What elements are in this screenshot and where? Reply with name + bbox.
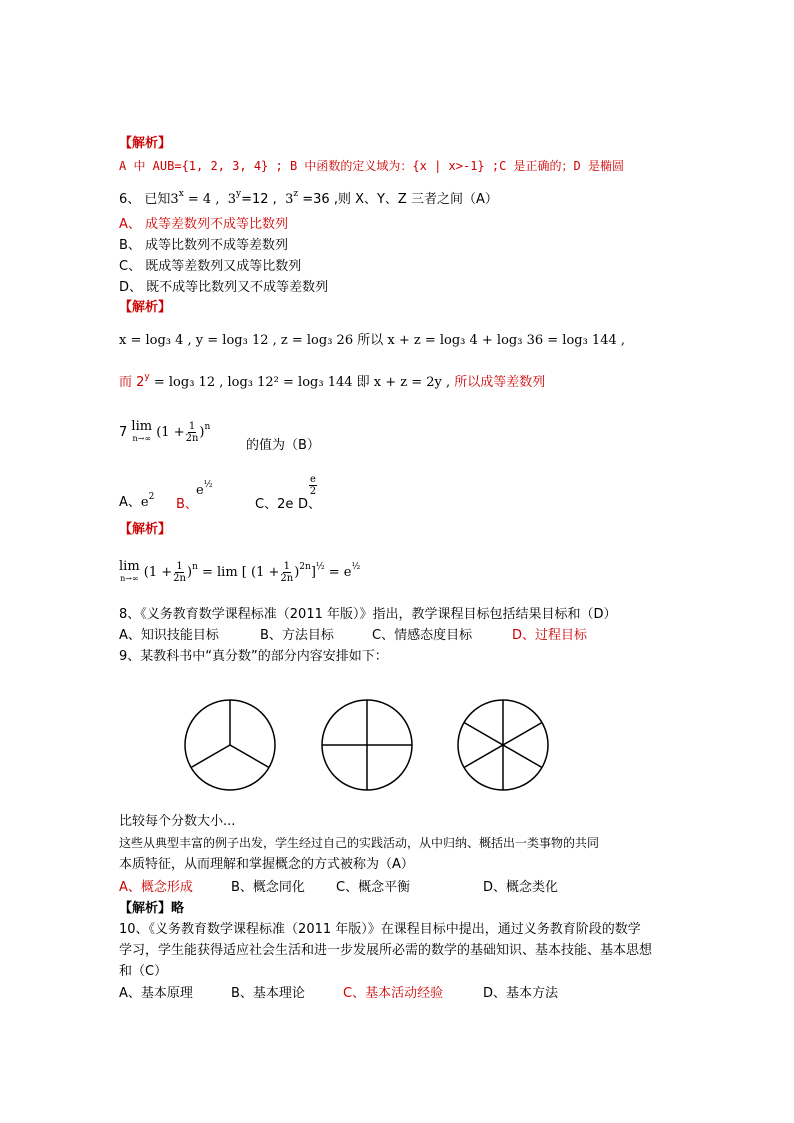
q7-option-b-value: $e^{\frac{1}{2}}$ (196, 480, 213, 498)
q10-option-b: B、基本理论 (231, 986, 305, 1001)
q8-option-b: B、方法目标 (260, 628, 334, 643)
q6-option-c: C、 既成等差数列又成等比数列 (119, 259, 302, 274)
q8-option-a: A、知识技能目标 (119, 628, 219, 643)
q9-paragraph-2: 本质特征，从而理解和掌握概念的方式被称为（A） (119, 857, 414, 872)
q10-option-d: D、基本方法 (483, 986, 559, 1001)
q8-option-d: D、过程目标 (512, 628, 588, 643)
q10-option-c: C、基本活动经验 (343, 986, 444, 1001)
question-9: 9、某教科书中“真分数”的部分内容安排如下： (119, 649, 388, 664)
q10-option-a: A、基本原理 (119, 986, 193, 1001)
question-7-expression: 7 lim n→∞ (1 + $\frac{1}{2n}$ )$^n$ (119, 418, 211, 444)
q7-solution: lim n→∞ (1 + $\frac{1}{2n}$ )$^n$ = lim [ (1 + $\frac{1}{2n}$ )$^{2n}]^{\frac{1}{2}} = e^{\frac{1}{2}}$ (119, 558, 361, 584)
q7-option-b: B、 (176, 497, 198, 512)
q9-option-d: D、概念类化 (483, 880, 559, 895)
q9-paragraph-1: 这些从典型丰富的例子出发，学生经过自己的实践活动，从中归纳、概括出一类事物的共同 (119, 836, 600, 850)
circle-sixths (453, 695, 553, 795)
question-6: 6、 已知$3^x = 4$ , $3^y=12$ , 3$^z$ =36 ,则 X、Y、Z 三者之间（A） (119, 189, 498, 207)
q7-option-c: C、2e (255, 497, 294, 512)
question-10-line-2: 学习，学生能获得适应社会生活和进一步发展所必需的数学的基础知识、基本技能、基本思想 (119, 943, 653, 958)
q7-options: A、$e^2$ (119, 492, 155, 510)
question-10-line-1: 10、《义务教育数学课程标准（2011 年版）》在课程目标中提出，通过义务教育阶段的数学 (119, 922, 641, 937)
q6-solution-heading: 【解析】 (119, 300, 172, 315)
q6-option-b: B、 成等比数列不成等差数列 (119, 238, 289, 253)
q6-option-a: A、 成等差数列不成等比数列 (119, 217, 289, 232)
question-10-line-3: 和（C） (119, 964, 168, 979)
circle-quarters (317, 695, 417, 795)
q9-option-c: C、概念平衡 (336, 880, 411, 895)
question-7-tail: 的值为（B） (246, 438, 320, 453)
q9-option-a: A、概念形成 (119, 880, 193, 895)
circle-thirds (180, 695, 280, 795)
solution-text: A 中 AUB={1, 2, 3, 4} ; B 中函数的定义域为：{x | x>-1} ;C 是正确的；D 是椭圆 (119, 159, 624, 173)
q8-option-c: C、情感态度目标 (372, 628, 473, 643)
solution-heading: 【解析】 (119, 136, 172, 151)
q6-solution-line1: x = log₃ 4 , y = log₃ 12 , z = log₃ 26 所以 x + z = log₃ 4 + log₃ 36 = log₃ 144 , (119, 333, 626, 348)
q9-compare: 比较每个分数大小... (119, 814, 236, 829)
q6-option-d: D、 既不成等比数列又不成等差数列 (119, 280, 329, 295)
q7-option-d: D、 (298, 497, 322, 512)
question-8: 8、《义务教育数学课程标准（2011 年版）》指出，教学课程目标包括结果目标和（D） (119, 607, 617, 622)
q9-solution: 【解析】略 (119, 901, 185, 916)
q7-solution-heading: 【解析】 (119, 522, 172, 537)
q6-solution-line2: 而 $2^y = \log_3$ 12 , log₃ 12² = log₃ 144 即 x + z = 2y , 所以成等差数列 (119, 372, 546, 390)
q9-option-b: B、概念同化 (231, 880, 305, 895)
q7-option-d-value: $\frac{e}{2}$ (309, 474, 317, 497)
